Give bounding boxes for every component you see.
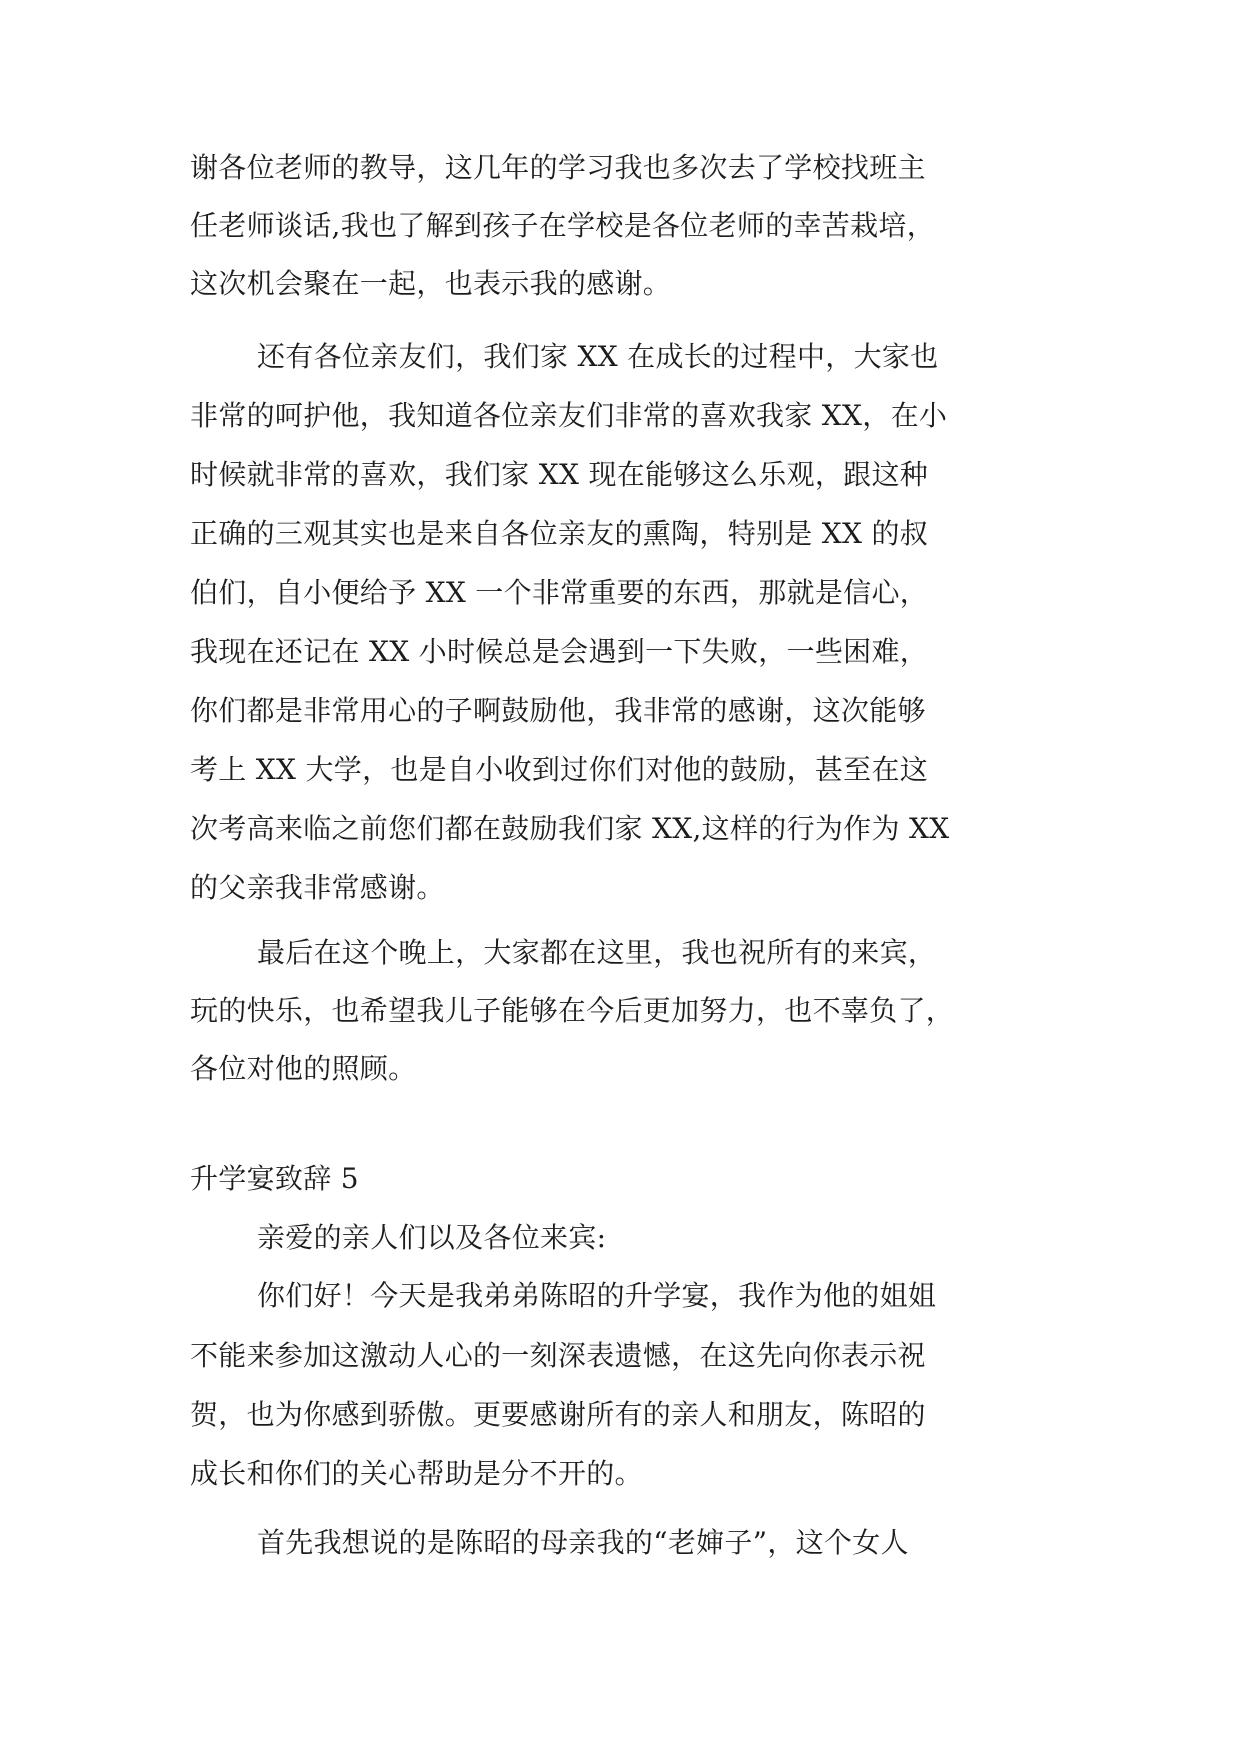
- text-line: 任老师谈话,我也了解到孩子在学校是各位老师的幸苦栽培，: [190, 209, 936, 242]
- text-line: 正确的三观其实也是来自各位亲友的熏陶，特别是 XX 的叔: [190, 517, 929, 550]
- text-line: 贺，也为你感到骄傲。更要感谢所有的亲人和朋友，陈昭的: [190, 1398, 926, 1431]
- text-line: 谢各位老师的教导，这几年的学习我也多次去了学校找班主: [190, 151, 926, 184]
- text-line: 你们好！今天是我弟弟陈昭的升学宴，我作为他的姐姐: [257, 1279, 937, 1312]
- text-line: 伯们，自小便给予 XX 一个非常重要的东西，那就是信心，: [190, 576, 929, 609]
- text-line: 还有各位亲友们，我们家 XX 在成长的过程中，大家也: [257, 340, 939, 373]
- text-line: 你们都是非常用心的子啊鼓励他，我非常的感谢，这次能够: [190, 694, 926, 727]
- text-line: 首先我想说的是陈昭的母亲我的“老婶子”，这个女人: [257, 1526, 909, 1559]
- text-line: 成长和你们的关心帮助是分不开的。: [190, 1457, 643, 1490]
- text-line: 考上 XX 大学，也是自小收到过你们对他的鼓励，甚至在这: [190, 753, 929, 786]
- text-line: 时候就非常的喜欢，我们家 XX 现在能够这么乐观，跟这种: [190, 458, 929, 491]
- text-line: 不能来参加这激动人心的一刻深表遗憾，在这先向你表示祝: [190, 1339, 926, 1372]
- text-line: 各位对他的照顾。: [190, 1052, 417, 1085]
- text-line: 的父亲我非常感谢。: [190, 871, 445, 904]
- salutation: 亲爱的亲人们以及各位来宾:: [257, 1221, 607, 1254]
- text-line: 这次机会聚在一起，也表示我的感谢。: [190, 267, 672, 300]
- text-line: 我现在还记在 XX 小时候总是会遇到一下失败，一些困难，: [190, 635, 929, 668]
- text-line: 次考高来临之前您们都在鼓励我们家 XX,这样的行为作为 XX: [190, 812, 950, 845]
- section-title: 升学宴致辞 5: [190, 1162, 359, 1195]
- text-line: 最后在这个晚上，大家都在这里，我也祝所有的来宾，: [257, 936, 937, 969]
- text-line: 玩的快乐，也希望我儿子能够在今后更加努力，也不辜负了，: [190, 994, 955, 1027]
- text-line: 非常的呵护他，我知道各位亲友们非常的喜欢我家 XX，在小: [190, 399, 948, 432]
